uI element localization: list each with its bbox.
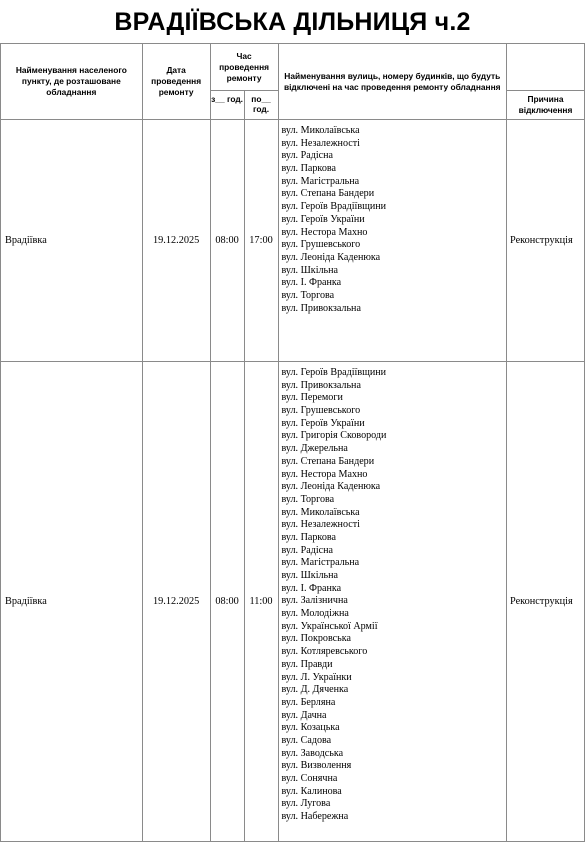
- street-item: вул. Котляревського: [281, 646, 368, 658]
- street-item: вул. Героїв України: [281, 213, 365, 225]
- street-item: вул. Грушевського: [281, 239, 361, 251]
- street-item: вул. Молодіжна: [281, 608, 349, 620]
- table-row: [1, 120, 585, 362]
- street-item: вул. Сонячна: [281, 773, 338, 784]
- header-date: Дата проведення ремонту: [142, 44, 210, 120]
- street-item: вул. Правди: [281, 658, 333, 670]
- row-streets: [278, 362, 507, 842]
- header-streets: Найменування вулиць, номеру будинків, що будуть відключені на час проведення ремонту обладнання: [278, 44, 507, 120]
- street-item: вул. Нестора Махно: [281, 468, 368, 480]
- street-item: вул. Заводська: [281, 747, 344, 759]
- header-location: Найменування населеного пункту, де розташоване обладнання: [1, 44, 143, 120]
- header-time-to: по__ год.: [244, 91, 278, 120]
- row-time-to: 11:00: [244, 362, 278, 842]
- row-location: Врадіївка: [1, 120, 143, 362]
- street-item: вул. Незалежності: [281, 137, 360, 149]
- header-reason: Причина відключення: [507, 91, 585, 120]
- outage-table: [0, 43, 585, 842]
- row-date: 19.12.2025: [142, 120, 210, 362]
- street-item: вул. Миколаївська: [281, 506, 360, 518]
- street-item: вул. Героїв Врадіївщини: [281, 367, 387, 378]
- header-time-group: Час проведення ремонту: [210, 44, 278, 91]
- row-time-to: 17:00: [244, 120, 278, 362]
- street-item: вул. Леоніда Каденюка: [281, 481, 381, 493]
- street-item: вул. Григорія Сковороди: [281, 430, 387, 442]
- street-item: вул. Набережна: [281, 811, 349, 823]
- street-item: вул. Перемоги: [281, 392, 343, 404]
- street-item: вул. Привокзальна: [281, 302, 361, 314]
- street-item: вул. Грушевського: [281, 405, 361, 417]
- street-item: вул. Л. Українки: [281, 671, 352, 683]
- street-item: вул. Магістральна: [281, 557, 360, 569]
- street-list: [282, 367, 507, 824]
- street-item: вул. Героїв України: [281, 417, 365, 429]
- row-time-from: 08:00: [210, 120, 244, 362]
- street-item: вул. Д. Дяченка: [281, 684, 349, 696]
- street-item: вул. Покровська: [281, 633, 351, 645]
- street-item: вул. Незалежності: [281, 519, 360, 531]
- street-item: вул. Степана Бандери: [281, 188, 375, 200]
- street-item: вул. І. Франка: [281, 582, 342, 594]
- street-item: вул. Дачна: [281, 709, 327, 721]
- street-list: [282, 125, 507, 315]
- street-item: вул. Козацька: [281, 722, 340, 734]
- row-location: Врадіївка: [1, 362, 143, 842]
- street-item: вул. Залізнична: [281, 595, 348, 607]
- street-item: вул. Торгова: [281, 493, 335, 505]
- row-time-from: 08:00: [210, 362, 244, 842]
- street-item: вул. Садова: [281, 734, 332, 746]
- street-item: вул. Паркова: [281, 531, 336, 543]
- row-reason: Реконструкція: [507, 362, 585, 842]
- street-item: вул. Степана Бандери: [281, 455, 375, 467]
- street-item: вул. Української Армії: [281, 620, 378, 632]
- street-item: вул. Миколаївська: [281, 125, 360, 136]
- street-item: вул. Калинова: [281, 785, 342, 797]
- street-item: вул. Шкільна: [281, 570, 339, 581]
- street-item: вул. І. Франка: [281, 277, 342, 289]
- table-row: [1, 362, 585, 842]
- header-time-from: з__ год.: [210, 91, 244, 120]
- street-item: вул. Паркова: [281, 163, 336, 175]
- row-streets: [278, 120, 507, 362]
- street-item: вул. Привокзальна: [281, 379, 361, 391]
- street-item: вул. Визволення: [281, 760, 352, 772]
- street-item: вул. Лугова: [281, 798, 331, 810]
- street-item: вул. Магістральна: [281, 175, 360, 187]
- street-item: вул. Торгова: [281, 289, 335, 301]
- row-date: 19.12.2025: [142, 362, 210, 842]
- street-item: вул. Джерельна: [281, 443, 348, 455]
- header-reason-blank: [507, 44, 585, 91]
- street-item: вул. Радісна: [281, 150, 334, 162]
- street-item: вул. Берляна: [281, 696, 336, 708]
- street-item: вул. Леоніда Каденюка: [281, 251, 381, 263]
- row-reason: Реконструкція: [507, 120, 585, 362]
- page-title: ВРАДІЇВСЬКА ДІЛЬНИЦЯ ч.2: [114, 8, 471, 36]
- street-item: вул. Шкільна: [281, 264, 339, 276]
- street-item: вул. Нестора Махно: [281, 226, 368, 238]
- street-item: вул. Радісна: [281, 544, 334, 556]
- street-item: вул. Героїв Врадіївщини: [281, 201, 387, 213]
